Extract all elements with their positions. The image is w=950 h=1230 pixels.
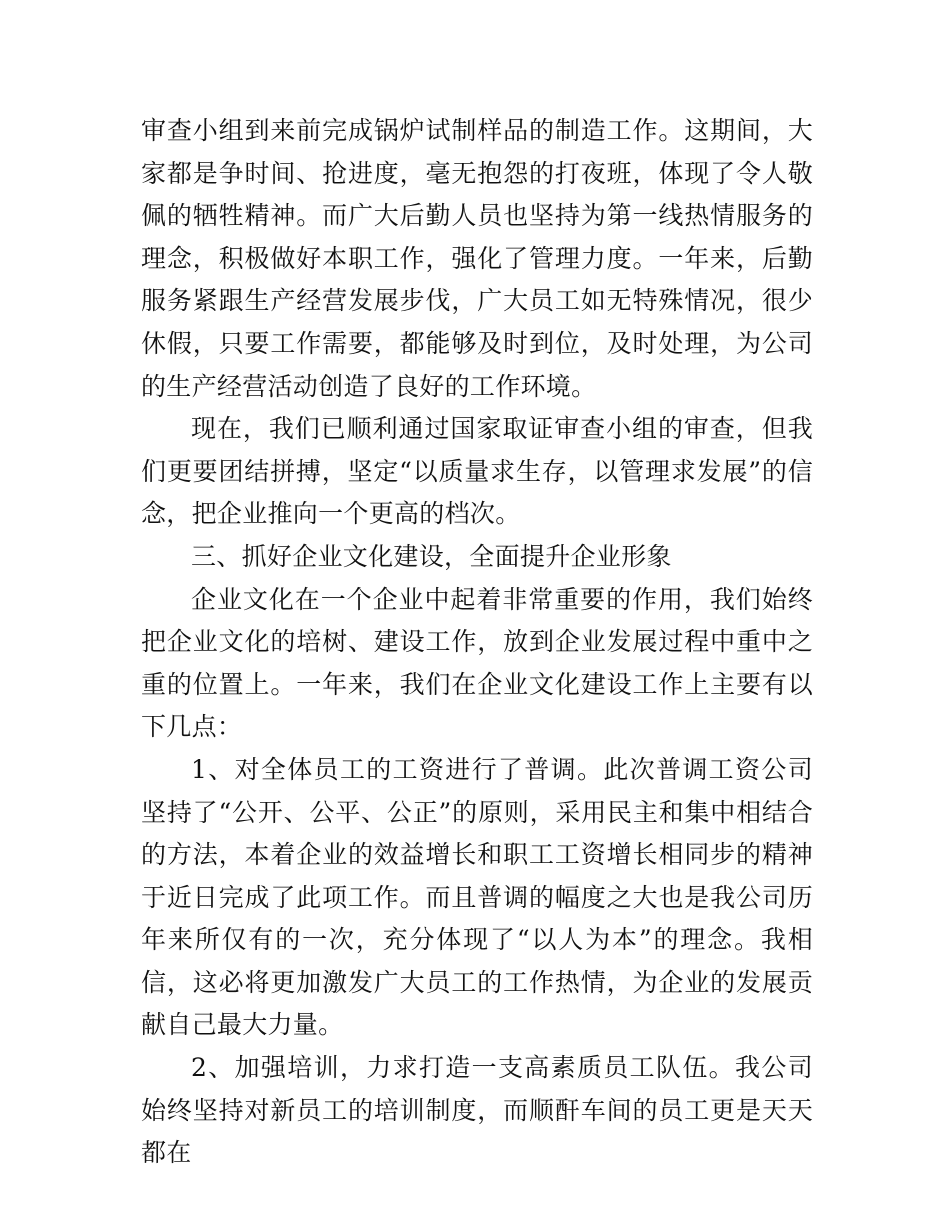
- paragraph-item-1-wages: 1、对全体员工的工资进行了普调。此次普调工资公司坚持了“公开、公平、公正”的原则，采用民主和集中相结合的方法，本着企业的效益增长和职工工资增长相同步的精神于近日完成了此项工作。而且普调的幅度之大也是我公司历年来所仅有的一次，充分体现了“以人为本”的理念。我相信，这必将更加激发广大员工的工作热情，为企业的发展贡献自己最大力量。: [141, 754, 813, 1040]
- paragraph-continuation: 审查小组到来前完成锅炉试制样品的制造工作。这期间，大家都是争时间、抢进度，毫无抱怨的打夜班，体现了令人敬佩的牺牲精神。而广大后勤人员也坚持为第一线热情服务的理念，积极做好本职工作，强化了管理力度。一年来，后勤服务紧跟生产经营发展步伐，广大员工如无特殊情况，很少休假，只要工作需要，都能够及时到位，及时处理，为公司的生产经营活动创造了良好的工作环境。: [141, 116, 813, 401]
- document-body: [141, 110, 813, 1175]
- paragraph-item-2-training: 2、加强培训，力求打造一支高素质员工队伍。我公司始终坚持对新员工的培训制度，而顺酐车间的员工更是天天都在: [141, 1053, 813, 1168]
- section-heading-culture: 三、抓好企业文化建设，全面提升企业形象: [191, 541, 672, 571]
- paragraph-culture-intro: 企业文化在一个企业中起着非常重要的作用，我们始终把企业文化的培树、建设工作，放到企业发展过程中重中之重的位置上。一年来，我们在企业文化建设工作上主要有以下几点：: [141, 584, 813, 742]
- paragraph-certification: 现在，我们已顺利通过国家取证审查小组的审查，但我们更要团结拼搏，坚定“以质量求生存，以管理求发展”的信念，把企业推向一个更高的档次。: [141, 414, 813, 529]
